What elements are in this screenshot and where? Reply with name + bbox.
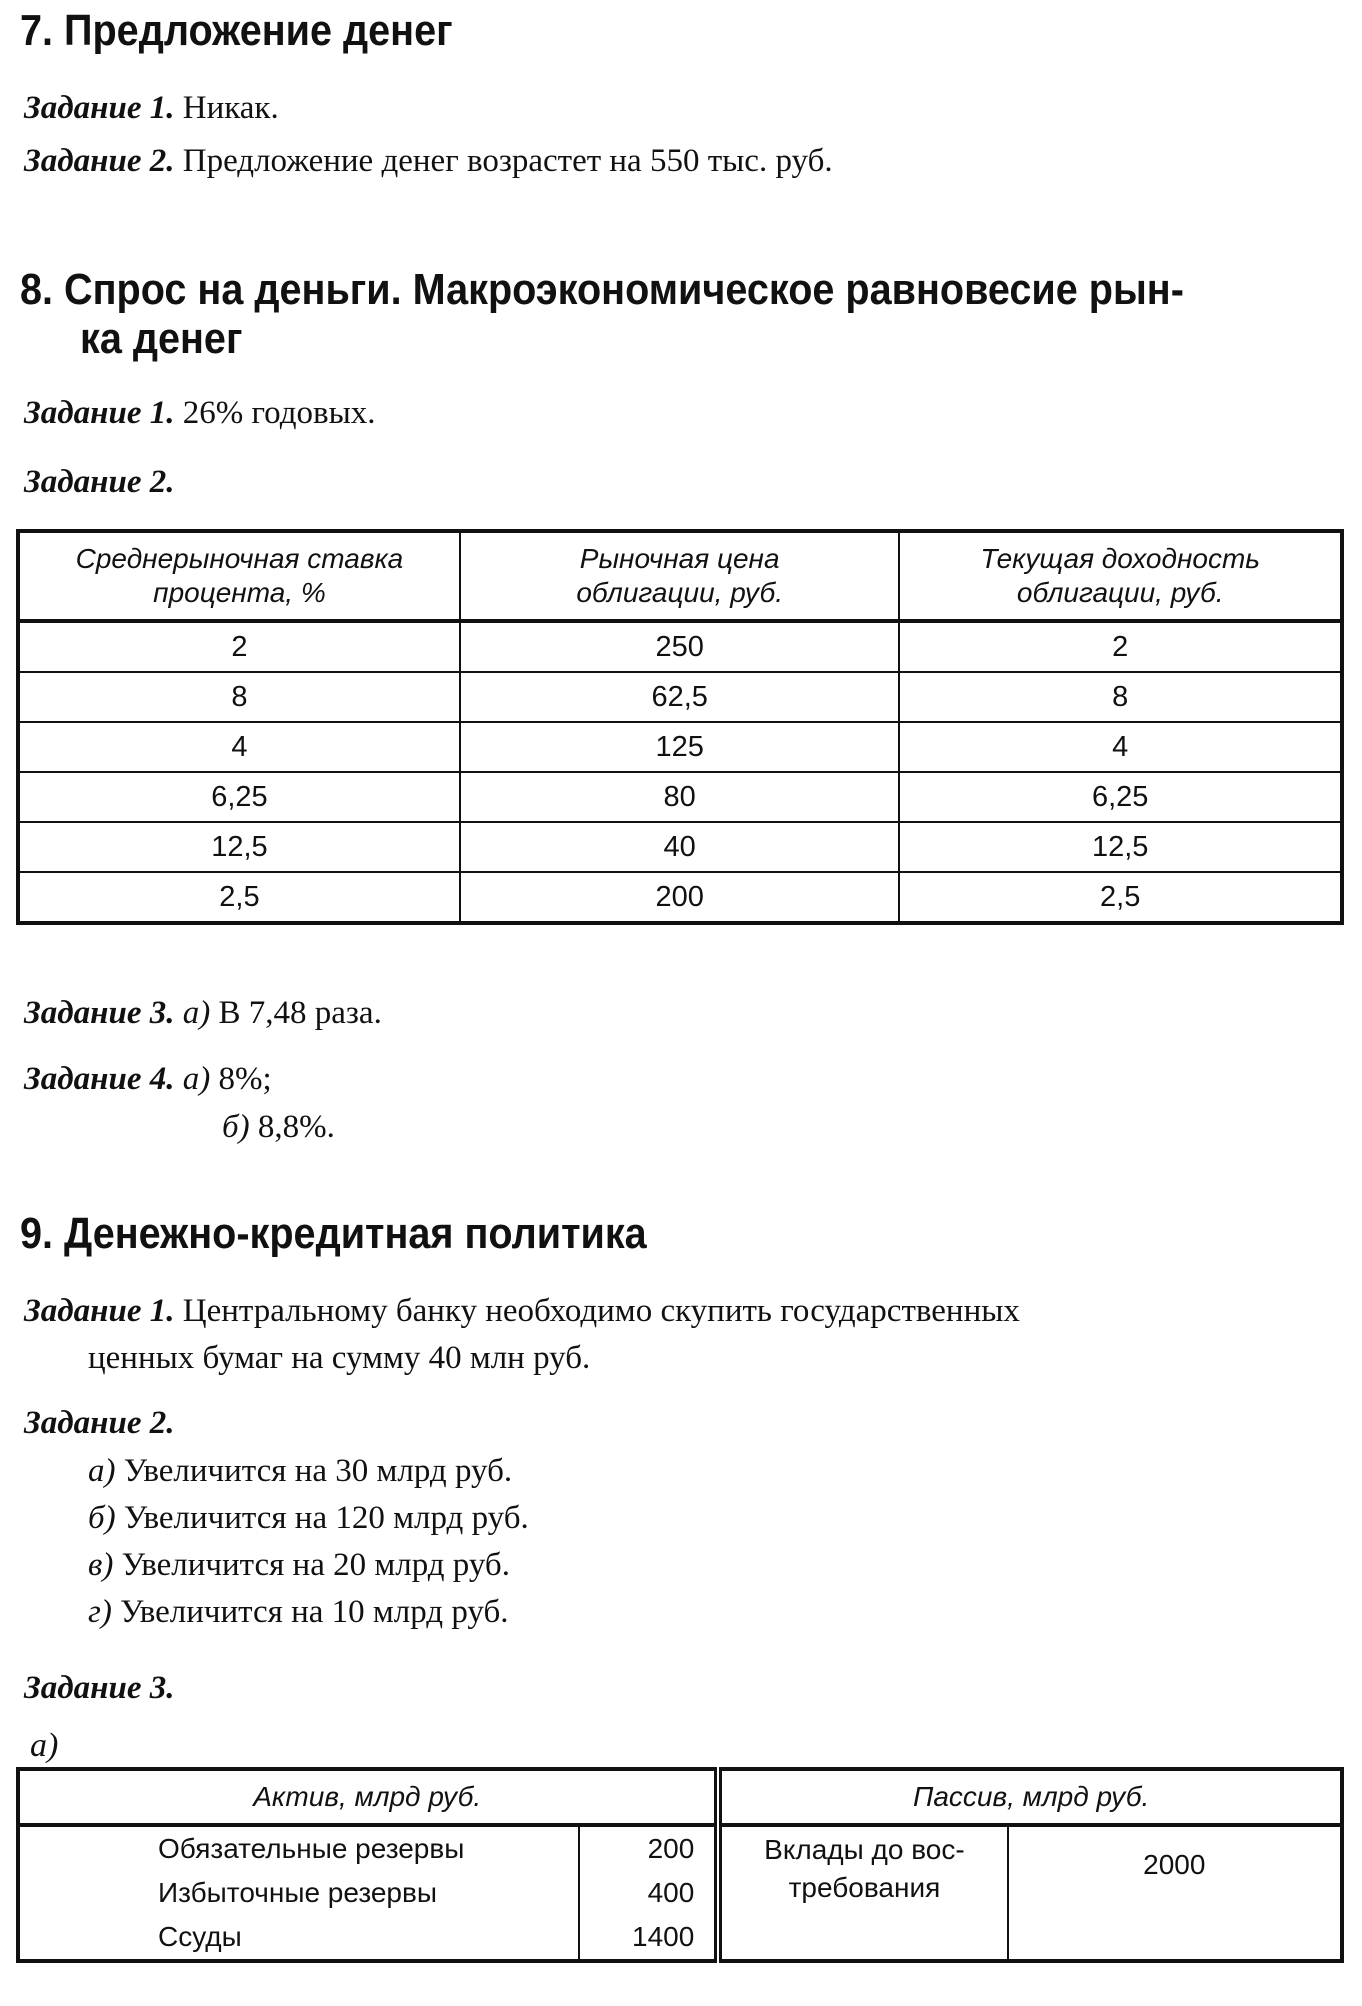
- task-label: Задание 1.: [24, 90, 175, 126]
- item-text: Увеличится на 10 млрд руб.: [120, 1594, 509, 1630]
- table-cell: 2: [18, 621, 460, 672]
- task-text: В 7,48 раза.: [218, 995, 382, 1031]
- section-8-task-4-b: [222, 1107, 335, 1147]
- table-row: [18, 772, 1342, 822]
- list-item: [88, 1451, 512, 1491]
- table-row: [18, 822, 1342, 872]
- item-marker: в): [88, 1547, 114, 1583]
- asset-names-cell: [18, 1825, 579, 1961]
- liability-value-cell: 2000: [1008, 1825, 1342, 1961]
- section-8-task-4: [24, 1059, 272, 1099]
- table-row: [18, 672, 1342, 722]
- task-text: Предложение денег возрастет на 550 тыс. руб.: [182, 143, 833, 179]
- table-cell: 4: [18, 722, 460, 772]
- task-label: Задание 4.: [24, 1061, 175, 1097]
- task-label: Задание 1.: [24, 395, 175, 431]
- table-cell: 8: [899, 672, 1342, 722]
- table-cell: 40: [460, 822, 900, 872]
- table-cell: 12,5: [18, 822, 460, 872]
- section-8-task-3: [24, 993, 382, 1033]
- asset-name: Избыточные резервы: [158, 1877, 438, 1908]
- table-cell: 80: [460, 772, 900, 822]
- liability-name-cell: [718, 1825, 1007, 1961]
- item-marker: а): [182, 1061, 211, 1097]
- list-item: [88, 1592, 509, 1632]
- section-9-task-1-cont: ценных бумаг на сумму 40 млн руб.: [88, 1340, 591, 1376]
- asset-name: Обязательные резервы: [158, 1833, 465, 1864]
- task-text: 8%;: [218, 1061, 272, 1097]
- liabilities-header: Пассив, млрд руб.: [718, 1769, 1342, 1825]
- table-header-row: [18, 1769, 1342, 1825]
- task-label: Задание 2.: [24, 1405, 175, 1441]
- table-cell: 250: [460, 621, 900, 672]
- table-row: [18, 872, 1342, 923]
- task-text: 26% годовых.: [182, 395, 376, 431]
- section-9-title: 9. Денежно-кредитная политика: [20, 1209, 647, 1258]
- asset-values-cell: [579, 1825, 719, 1961]
- task-label: Задание 2.: [24, 143, 175, 179]
- task-label: Задание 2.: [24, 464, 175, 500]
- asset-value: 200: [647, 1833, 695, 1864]
- table-row: [18, 621, 1342, 672]
- asset-name: Ссуды: [158, 1921, 242, 1952]
- item-text: Увеличится на 20 млрд руб.: [121, 1547, 510, 1583]
- item-marker: а): [88, 1453, 116, 1489]
- table-cell: 125: [460, 722, 900, 772]
- table-row: [18, 722, 1342, 772]
- table-cell: 2: [899, 621, 1342, 672]
- section-8-task-2: [24, 462, 174, 502]
- section-7-task-1: [24, 88, 279, 128]
- section-7-title: 7. Предложение денег: [20, 6, 453, 55]
- table-cell: 2,5: [899, 872, 1342, 923]
- task-label: Задание 3.: [24, 995, 175, 1031]
- table-row: [18, 1825, 1342, 1961]
- task-text: Центральному банку необходимо скупить государственных: [182, 1293, 1020, 1329]
- sub-item-marker: а): [30, 1727, 59, 1764]
- balance-sheet-table: [16, 1767, 1344, 1963]
- item-text: Увеличится на 120 млрд руб.: [123, 1500, 529, 1536]
- table-header-row: [18, 531, 1342, 621]
- bond-yield-table: [16, 529, 1344, 925]
- table-cell: 200: [460, 872, 900, 923]
- table-cell: 62,5: [460, 672, 900, 722]
- assets-header: Актив, млрд руб.: [18, 1769, 718, 1825]
- table-cell: 6,25: [18, 772, 460, 822]
- section-9-task-2: [24, 1403, 174, 1443]
- asset-value: 400: [647, 1877, 695, 1908]
- list-item: [88, 1545, 510, 1585]
- task-label: Задание 3.: [24, 1670, 175, 1706]
- section-8-title-line-1: 8. Спрос на деньги. Макроэкономическое равновесие рын-: [20, 265, 1184, 314]
- task-text: Никак.: [182, 90, 279, 126]
- item-marker: б): [222, 1109, 250, 1145]
- item-marker: б): [88, 1500, 116, 1536]
- list-item: [88, 1498, 529, 1538]
- task-text: 8,8%.: [257, 1109, 335, 1145]
- table-cell: 2,5: [18, 872, 460, 923]
- liability-name-line: Вклады до вос-: [764, 1834, 965, 1865]
- table-cell: 12,5: [899, 822, 1342, 872]
- section-9-task-3: [24, 1668, 174, 1708]
- item-marker: а): [182, 995, 211, 1031]
- item-marker: г): [88, 1594, 112, 1630]
- item-text: Увеличится на 30 млрд руб.: [123, 1453, 513, 1489]
- liability-name-line: требования: [788, 1872, 941, 1903]
- column-header-yield: Текущая доходность облигации, руб.: [899, 531, 1342, 621]
- column-header-rate: Среднерыночная ставка процента, %: [18, 531, 460, 621]
- table-cell: 8: [18, 672, 460, 722]
- task-label: Задание 1.: [24, 1293, 175, 1329]
- section-8-title-line-2: ка денег: [80, 314, 243, 363]
- section-8-task-1: [24, 393, 376, 433]
- table-cell: 4: [899, 722, 1342, 772]
- section-9-task-1: [24, 1291, 1020, 1331]
- table-cell: 6,25: [899, 772, 1342, 822]
- asset-value: 1400: [632, 1921, 695, 1952]
- column-header-price: Рыночная цена облигации, руб.: [460, 531, 900, 621]
- section-7-task-2: [24, 141, 833, 181]
